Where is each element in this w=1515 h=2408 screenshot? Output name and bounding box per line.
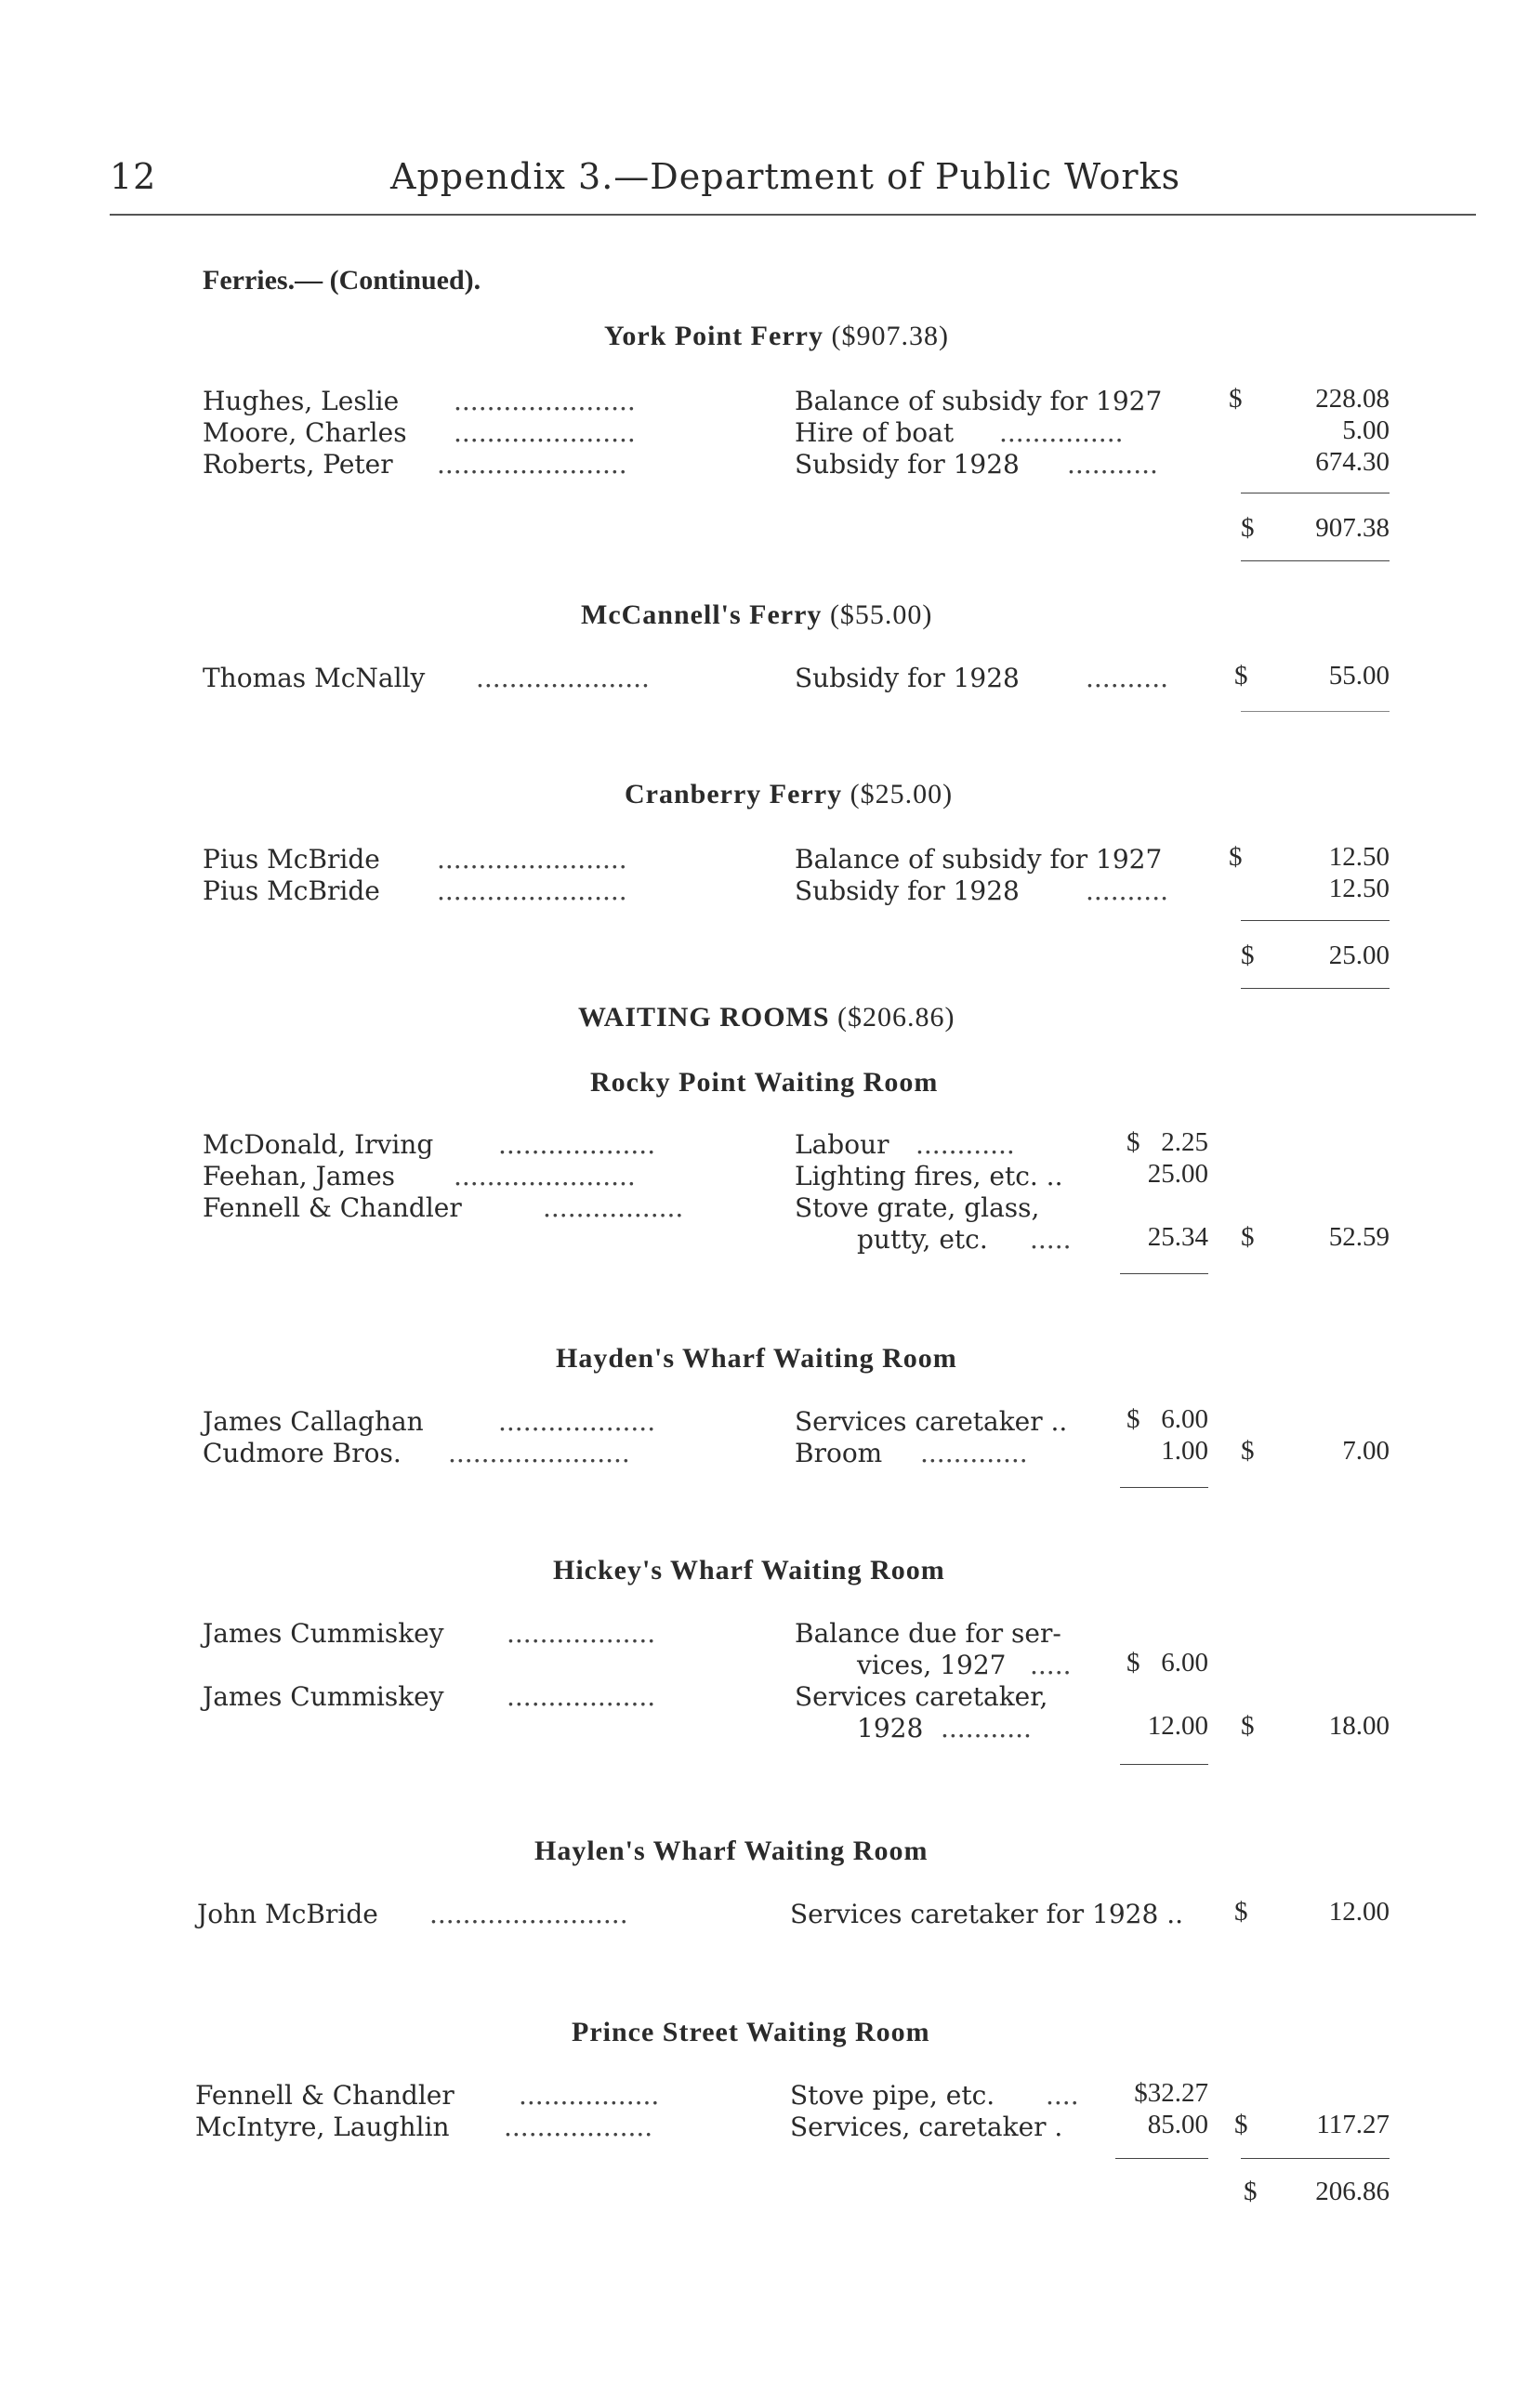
dot-leader: .... xyxy=(1046,2080,1079,2111)
dot-leader: ...................... xyxy=(454,386,636,416)
cranberry-row-2-desc: Subsidy for 1928 xyxy=(795,875,1020,906)
cranberry-row-1-dollar: $ xyxy=(1229,842,1243,872)
hickey-row-2-desc: Services caretaker, xyxy=(795,1681,1048,1712)
subtotal-rule xyxy=(1115,2158,1208,2159)
mccannell-row-1-name: Thomas McNally xyxy=(203,663,426,693)
cranberry-heading xyxy=(625,779,953,810)
dot-leader: ....................... xyxy=(437,844,627,875)
york-row-1-desc: Balance of subsidy for 1927 xyxy=(795,386,1163,416)
rocky-total: 52.59 xyxy=(1328,1222,1390,1252)
prince-row-1-value: $32.27 xyxy=(1134,2078,1208,2108)
haylen-row-1-desc: Services caretaker for 1928 .. xyxy=(790,1899,1183,1929)
prince-total: 117.27 xyxy=(1316,2110,1390,2139)
york-row-1-dollar: $ xyxy=(1229,384,1243,414)
hickey-heading: Hickey's Wharf Waiting Room xyxy=(553,1555,945,1586)
york-row-3-name: Roberts, Peter xyxy=(203,449,393,480)
hickey-total-dollar: $ xyxy=(1241,1711,1255,1741)
york-row-3-desc: Subsidy for 1928 xyxy=(795,449,1020,480)
prince-row-1-name: Fennell & Chandler xyxy=(195,2080,454,2111)
haylen-heading: Haylen's Wharf Waiting Room xyxy=(534,1836,929,1866)
york-row-3-value: 674.30 xyxy=(1315,447,1390,477)
hayden-heading: Hayden's Wharf Waiting Room xyxy=(556,1343,957,1374)
cranberry-total: 25.00 xyxy=(1328,941,1390,970)
dot-leader: ...................... xyxy=(454,417,636,448)
grand-total: 206.86 xyxy=(1315,2177,1390,2206)
dot-leader: ............. xyxy=(920,1438,1028,1468)
cranberry-title: Cranberry Ferry xyxy=(625,779,843,809)
rocky-row-2-value: 25.00 xyxy=(1147,1159,1208,1189)
york-amount: ($907.38) xyxy=(831,321,949,351)
dot-leader: ................. xyxy=(543,1192,684,1223)
dot-leader: .................. xyxy=(507,1618,656,1649)
york-title: York Point Ferry xyxy=(604,321,823,351)
hickey-row-2-name: James Cummiskey xyxy=(203,1681,444,1712)
hickey-row-2-desc2: 1928 xyxy=(857,1713,924,1743)
mccannell-amount: ($55.00) xyxy=(829,599,933,630)
dot-leader: .................. xyxy=(504,2112,653,2142)
rocky-row-1-dollar: $ xyxy=(1126,1127,1140,1157)
york-total-dollar: $ xyxy=(1241,513,1255,543)
hickey-total: 18.00 xyxy=(1328,1711,1390,1741)
rocky-row-2-name: Feehan, James xyxy=(203,1161,396,1191)
hayden-row-2-name: Cudmore Bros. xyxy=(203,1438,402,1468)
mccannell-title: McCannell's Ferry xyxy=(581,599,823,630)
hayden-row-1-dollar: $ xyxy=(1126,1404,1140,1434)
york-heading xyxy=(604,321,949,352)
prince-row-2-desc: Services, caretaker . xyxy=(790,2112,1063,2142)
dot-leader: ............... xyxy=(999,417,1124,448)
hickey-row-1-value: 6.00 xyxy=(1161,1648,1208,1678)
page-number: 12 xyxy=(110,156,157,197)
rocky-row-3-name: Fennell & Chandler xyxy=(203,1192,462,1223)
grand-total-dollar: $ xyxy=(1244,2177,1258,2206)
hickey-row-1-desc2: vices, 1927 xyxy=(857,1650,1007,1680)
dot-leader: ........... xyxy=(1067,449,1158,480)
haylen-row-1-value: 12.00 xyxy=(1328,1897,1390,1927)
dot-leader: ..... xyxy=(1030,1224,1072,1255)
dot-leader: ................. xyxy=(519,2080,660,2111)
hayden-row-1-value: 6.00 xyxy=(1161,1404,1208,1434)
prince-total-dollar: $ xyxy=(1234,2110,1248,2139)
dot-leader: ............ xyxy=(916,1129,1015,1160)
dot-leader: ..................... xyxy=(476,663,650,693)
york-row-2-name: Moore, Charles xyxy=(203,417,407,448)
hayden-total-dollar: $ xyxy=(1241,1436,1255,1466)
york-row-2-value: 5.00 xyxy=(1342,415,1390,445)
dot-leader: ....................... xyxy=(437,875,627,906)
mccannell-row-1-value: 55.00 xyxy=(1328,661,1390,691)
hayden-row-1-name: James Callaghan xyxy=(203,1406,424,1437)
dot-leader: ...................... xyxy=(448,1438,630,1468)
dot-leader: ................... xyxy=(498,1406,656,1437)
header-rule xyxy=(110,214,1476,216)
hayden-row-1-desc: Services caretaker .. xyxy=(795,1406,1068,1437)
mccannell-heading xyxy=(581,599,932,631)
total-rule xyxy=(1241,560,1390,561)
section-label: Ferries.— (Continued). xyxy=(203,265,481,296)
rocky-heading: Rocky Point Waiting Room xyxy=(590,1067,939,1098)
dot-leader: ..... xyxy=(1030,1650,1072,1680)
prince-heading: Prince Street Waiting Room xyxy=(572,2017,930,2047)
waiting-rooms-title: WAITING ROOMS xyxy=(578,1002,830,1033)
prince-row-1-desc: Stove pipe, etc. xyxy=(790,2080,995,2111)
dot-leader: .......... xyxy=(1086,663,1169,693)
rocky-row-1-desc: Labour xyxy=(795,1129,889,1160)
cranberry-row-1-desc: Balance of subsidy for 1927 xyxy=(795,844,1163,875)
rocky-row-3-desc2: putty, etc. xyxy=(857,1224,988,1255)
waiting-rooms-heading xyxy=(578,1002,955,1033)
hayden-total: 7.00 xyxy=(1342,1436,1390,1466)
cranberry-row-1-value: 12.50 xyxy=(1328,842,1390,872)
rocky-row-2-desc: Lighting fires, etc. .. xyxy=(795,1161,1063,1191)
dot-leader: .......... xyxy=(1086,875,1169,906)
subtotal-rule xyxy=(1241,2158,1390,2159)
subtotal-rule xyxy=(1120,1487,1208,1488)
page-title: Appendix 3.—Department of Public Works xyxy=(390,156,1181,197)
dot-leader: .................. xyxy=(507,1681,656,1712)
cranberry-row-2-name: Pius McBride xyxy=(203,875,380,906)
subtotal-rule xyxy=(1120,1273,1208,1274)
rocky-row-3-desc: Stove grate, glass, xyxy=(795,1192,1040,1223)
rocky-total-dollar: $ xyxy=(1241,1222,1255,1252)
cranberry-total-dollar: $ xyxy=(1241,941,1255,970)
dot-leader: ................... xyxy=(498,1129,656,1160)
york-row-2-desc: Hire of boat xyxy=(795,417,955,448)
prince-row-2-value: 85.00 xyxy=(1147,2110,1208,2139)
cranberry-amount: ($25.00) xyxy=(850,779,954,809)
york-total: 907.38 xyxy=(1315,513,1390,543)
mccannell-row-1-dollar: $ xyxy=(1234,661,1248,691)
hickey-row-1-desc: Balance due for ser- xyxy=(795,1618,1061,1649)
mccannell-row-1-desc: Subsidy for 1928 xyxy=(795,663,1020,693)
hickey-row-1-name: James Cummiskey xyxy=(203,1618,444,1649)
dot-leader: ........... xyxy=(941,1713,1032,1743)
haylen-row-1-name: John McBride xyxy=(197,1899,378,1929)
rocky-row-1-value: 2.25 xyxy=(1161,1127,1208,1157)
subtotal-rule xyxy=(1120,1764,1208,1765)
subtotal-rule xyxy=(1241,920,1390,921)
rocky-row-1-name: McDonald, Irving xyxy=(203,1129,434,1160)
total-rule xyxy=(1241,711,1390,712)
hickey-row-2-value: 12.00 xyxy=(1147,1711,1208,1741)
hayden-row-2-value: 1.00 xyxy=(1161,1436,1208,1466)
york-row-1-value: 228.08 xyxy=(1315,384,1390,414)
cranberry-row-2-value: 12.50 xyxy=(1328,874,1390,903)
total-rule xyxy=(1241,988,1390,989)
hickey-row-1-dollar: $ xyxy=(1126,1648,1140,1678)
york-row-1-name: Hughes, Leslie xyxy=(203,386,400,416)
cranberry-row-1-name: Pius McBride xyxy=(203,844,380,875)
dot-leader: ....................... xyxy=(437,449,627,480)
haylen-row-1-dollar: $ xyxy=(1234,1897,1248,1927)
rocky-row-3-value: 25.34 xyxy=(1147,1222,1208,1252)
hayden-row-2-desc: Broom xyxy=(795,1438,883,1468)
prince-row-2-name: McIntyre, Laughlin xyxy=(195,2112,450,2142)
waiting-rooms-amount: ($206.86) xyxy=(837,1002,955,1033)
dot-leader: ...................... xyxy=(454,1161,636,1191)
dot-leader: ........................ xyxy=(429,1899,628,1929)
